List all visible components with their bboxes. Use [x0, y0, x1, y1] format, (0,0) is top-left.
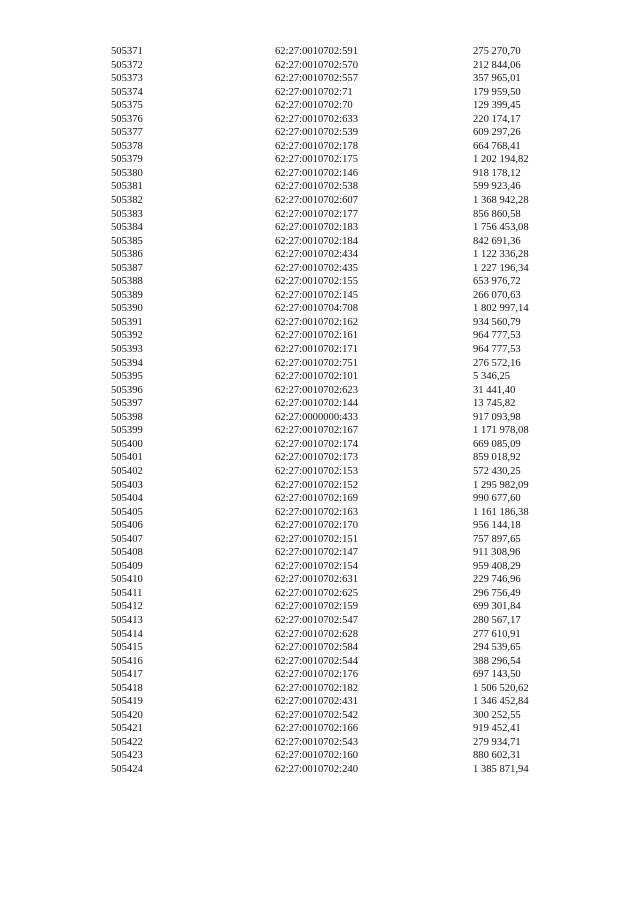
cadastral-value: 990 677,60	[473, 493, 521, 505]
cadastral-number: 62:27:0010702:177	[275, 208, 358, 220]
cadastral-number: 62:27:0010702:631	[275, 574, 358, 586]
row-number: 505392	[111, 330, 143, 342]
table-row	[111, 221, 571, 235]
table-row	[111, 275, 571, 289]
row-number: 505419	[111, 696, 143, 708]
cadastral-value: 266 070,63	[473, 289, 521, 301]
table-row	[111, 248, 571, 262]
row-number: 505406	[111, 520, 143, 532]
cadastral-number: 62:27:0010702:557	[275, 73, 358, 85]
cadastral-number: 62:27:0010702:547	[275, 614, 358, 626]
cadastral-value: 959 408,29	[473, 560, 521, 572]
table-row	[111, 479, 571, 493]
cadastral-value: 1 756 453,08	[473, 222, 529, 234]
row-number: 505409	[111, 560, 143, 572]
table-row	[111, 180, 571, 194]
table-row	[111, 113, 571, 127]
cadastral-number: 62:27:0010702:171	[275, 344, 358, 356]
cadastral-number: 62:27:0010702:170	[275, 520, 358, 532]
row-number: 505399	[111, 425, 143, 437]
table-row	[111, 628, 571, 642]
row-number: 505401	[111, 452, 143, 464]
table-row	[111, 587, 571, 601]
table-row	[111, 397, 571, 411]
table-row	[111, 370, 571, 384]
table-row	[111, 424, 571, 438]
cadastral-value: 1 802 997,14	[473, 303, 529, 315]
cadastral-number: 62:27:0010702:751	[275, 357, 358, 369]
cadastral-number: 62:27:0010702:607	[275, 195, 358, 207]
cadastral-value: 856 860,58	[473, 208, 521, 220]
cadastral-number: 62:27:0010702:539	[275, 127, 358, 139]
cadastral-value: 13 745,82	[473, 398, 516, 410]
cadastral-number: 62:27:0010702:155	[275, 276, 358, 288]
cadastral-number: 62:27:0010702:166	[275, 723, 358, 735]
cadastral-value: 275 270,70	[473, 46, 521, 57]
cadastral-value: 294 539,65	[473, 642, 521, 654]
cadastral-value: 1 171 978,08	[473, 425, 529, 437]
table-row	[111, 641, 571, 655]
table-row	[111, 194, 571, 208]
row-number: 505378	[111, 140, 143, 152]
row-number: 505391	[111, 316, 143, 328]
cadastral-value: 599 923,46	[473, 181, 521, 193]
cadastral-value: 664 768,41	[473, 140, 521, 152]
cadastral-value: 911 308,96	[473, 547, 521, 559]
row-number: 505415	[111, 642, 143, 654]
cadastral-value: 842 691,36	[473, 235, 521, 247]
table-row	[111, 86, 571, 100]
table-row	[111, 492, 571, 506]
table-row	[111, 438, 571, 452]
row-number: 505422	[111, 736, 143, 748]
cadastral-number: 62:27:0010702:538	[275, 181, 358, 193]
cadastral-number: 62:27:0010702:175	[275, 154, 358, 166]
table-row	[111, 45, 571, 59]
cadastral-number: 62:27:0010702:147	[275, 547, 358, 559]
cadastral-number: 62:27:0010702:543	[275, 736, 358, 748]
cadastral-number: 62:27:0010702:628	[275, 628, 358, 640]
cadastral-value: 572 430,25	[473, 465, 521, 477]
cadastral-number: 62:27:0010702:101	[275, 371, 358, 383]
cadastral-value: 1 368 942,28	[473, 195, 529, 207]
cadastral-number: 62:27:0010702:152	[275, 479, 358, 491]
cadastral-value: 934 560,79	[473, 316, 521, 328]
cadastral-value: 1 202 194,82	[473, 154, 529, 166]
row-number: 505393	[111, 344, 143, 356]
cadastral-value: 697 143,50	[473, 669, 521, 681]
row-number: 505375	[111, 100, 143, 112]
table-row	[111, 140, 571, 154]
cadastral-number: 62:27:0010702:154	[275, 560, 358, 572]
cadastral-value: 129 399,45	[473, 100, 521, 112]
row-number: 505421	[111, 723, 143, 735]
table-row	[111, 289, 571, 303]
row-number: 505396	[111, 384, 143, 396]
cadastral-value: 757 897,65	[473, 533, 521, 545]
cadastral-value: 1 295 982,09	[473, 479, 529, 491]
cadastral-value: 609 297,26	[473, 127, 521, 139]
cadastral-value: 964 777,53	[473, 330, 521, 342]
table-row	[111, 506, 571, 520]
cadastral-number: 62:27:0010702:145	[275, 289, 358, 301]
table-row	[111, 343, 571, 357]
cadastral-number: 62:27:0010702:159	[275, 601, 358, 613]
table-row	[111, 655, 571, 669]
row-number: 505417	[111, 669, 143, 681]
table-row	[111, 614, 571, 628]
row-number: 505394	[111, 357, 143, 369]
cadastral-number: 62:27:0010702:160	[275, 750, 358, 762]
table-row	[111, 465, 571, 479]
table-row	[111, 59, 571, 73]
cadastral-number: 62:27:0010702:434	[275, 249, 358, 261]
cadastral-number: 62:27:0010702:542	[275, 709, 358, 721]
table-row	[111, 533, 571, 547]
cadastral-value: 212 844,06	[473, 59, 521, 71]
row-number: 505414	[111, 628, 143, 640]
row-number: 505384	[111, 222, 143, 234]
cadastral-value: 919 452,41	[473, 723, 521, 735]
cadastral-number: 62:27:0010702:144	[275, 398, 358, 410]
row-number: 505402	[111, 465, 143, 477]
table-row	[111, 546, 571, 560]
row-number: 505413	[111, 614, 143, 626]
cadastral-number: 62:27:0010702:70	[275, 100, 353, 112]
cadastral-number: 62:27:0010702:570	[275, 59, 358, 71]
cadastral-number: 62:27:0010702:178	[275, 140, 358, 152]
table-row	[111, 262, 571, 276]
table-row	[111, 668, 571, 682]
row-number: 505416	[111, 655, 143, 667]
row-number: 505376	[111, 113, 143, 125]
cadastral-number: 62:27:0010702:163	[275, 506, 358, 518]
cadastral-number: 62:27:0010702:544	[275, 655, 358, 667]
row-number: 505418	[111, 682, 143, 694]
row-number: 505390	[111, 303, 143, 315]
cadastral-number: 62:27:0010702:153	[275, 465, 358, 477]
cadastral-value: 5 346,25	[473, 371, 511, 383]
cadastral-value: 1 122 336,28	[473, 249, 529, 261]
table-row	[111, 153, 571, 167]
cadastral-value: 699 301,84	[473, 601, 521, 613]
cadastral-number: 62:27:0010702:184	[275, 235, 358, 247]
row-number: 505408	[111, 547, 143, 559]
row-number: 505424	[111, 763, 143, 775]
row-number: 505407	[111, 533, 143, 545]
row-number: 505410	[111, 574, 143, 586]
table-row	[111, 695, 571, 709]
cadastral-number: 62:27:0010702:169	[275, 493, 358, 505]
cadastral-value: 277 610,91	[473, 628, 521, 640]
row-number: 505388	[111, 276, 143, 288]
table-row	[111, 126, 571, 140]
row-number: 505383	[111, 208, 143, 220]
cadastral-value: 964 777,53	[473, 344, 521, 356]
cadastral-number: 62:27:0010702:591	[275, 46, 358, 57]
table-row	[111, 72, 571, 86]
table-row	[111, 316, 571, 330]
cadastral-value: 388 296,54	[473, 655, 521, 667]
table-row	[111, 573, 571, 587]
table-row	[111, 709, 571, 723]
table-row	[111, 384, 571, 398]
cadastral-number: 62:27:0010702:623	[275, 384, 358, 396]
row-number: 505372	[111, 59, 143, 71]
cadastral-number: 62:27:0010702:173	[275, 452, 358, 464]
row-number: 505398	[111, 411, 143, 423]
cadastral-value: 918 178,12	[473, 167, 521, 179]
cadastral-number: 62:27:0010702:240	[275, 763, 358, 775]
table-row	[111, 749, 571, 763]
table-row	[111, 411, 571, 425]
row-number: 505377	[111, 127, 143, 139]
cadastral-value: 357 965,01	[473, 73, 521, 85]
cadastral-value: 956 144,18	[473, 520, 521, 532]
row-number: 505412	[111, 601, 143, 613]
cadastral-value: 1 161 186,38	[473, 506, 529, 518]
row-number: 505381	[111, 181, 143, 193]
row-number: 505411	[111, 587, 143, 599]
row-number: 505387	[111, 262, 143, 274]
table-row	[111, 357, 571, 371]
cadastral-number: 62:27:0010702:151	[275, 533, 358, 545]
cadastral-number: 62:27:0010704:708	[275, 303, 358, 315]
cadastral-number: 62:27:0010702:174	[275, 438, 358, 450]
cadastral-value: 300 252,55	[473, 709, 521, 721]
table-row	[111, 167, 571, 181]
cadastral-number: 62:27:0010702:162	[275, 316, 358, 328]
cadastral-number: 62:27:0010702:633	[275, 113, 358, 125]
table-row	[111, 235, 571, 249]
row-number: 505380	[111, 167, 143, 179]
table-row	[111, 519, 571, 533]
cadastral-value: 220 174,17	[473, 113, 521, 125]
row-number: 505379	[111, 154, 143, 166]
cadastral-number: 62:27:0000000:433	[275, 411, 358, 423]
row-number: 505385	[111, 235, 143, 247]
cadastral-number: 62:27:0010702:182	[275, 682, 358, 694]
data-table	[111, 45, 571, 777]
table-row	[111, 451, 571, 465]
cadastral-number: 62:27:0010702:431	[275, 696, 358, 708]
table-row	[111, 736, 571, 750]
table-row	[111, 763, 571, 777]
row-number: 505403	[111, 479, 143, 491]
table-row	[111, 600, 571, 614]
cadastral-value: 31 441,40	[473, 384, 516, 396]
cadastral-value: 296 756,49	[473, 587, 521, 599]
row-number: 505382	[111, 195, 143, 207]
cadastral-value: 179 959,50	[473, 86, 521, 98]
cadastral-value: 276 572,16	[473, 357, 521, 369]
table-row	[111, 722, 571, 736]
row-number: 505404	[111, 493, 143, 505]
table-row	[111, 560, 571, 574]
cadastral-value: 669 085,09	[473, 438, 521, 450]
row-number: 505397	[111, 398, 143, 410]
cadastral-number: 62:27:0010702:435	[275, 262, 358, 274]
cadastral-value: 1 506 520,62	[473, 682, 529, 694]
row-number: 505423	[111, 750, 143, 762]
cadastral-number: 62:27:0010702:161	[275, 330, 358, 342]
row-number: 505400	[111, 438, 143, 450]
row-number: 505386	[111, 249, 143, 261]
cadastral-number: 62:27:0010702:176	[275, 669, 358, 681]
cadastral-value: 1 385 871,94	[473, 763, 529, 775]
table-row	[111, 302, 571, 316]
row-number: 505373	[111, 73, 143, 85]
table-row	[111, 329, 571, 343]
cadastral-value: 859 018,92	[473, 452, 521, 464]
table-row	[111, 682, 571, 696]
cadastral-number: 62:27:0010702:625	[275, 587, 358, 599]
row-number: 505405	[111, 506, 143, 518]
cadastral-value: 1 227 196,34	[473, 262, 529, 274]
cadastral-number: 62:27:0010702:183	[275, 222, 358, 234]
cadastral-number: 62:27:0010702:167	[275, 425, 358, 437]
cadastral-number: 62:27:0010702:71	[275, 86, 353, 98]
cadastral-value: 1 346 452,84	[473, 696, 529, 708]
row-number: 505389	[111, 289, 143, 301]
cadastral-value: 280 567,17	[473, 614, 521, 626]
cadastral-value: 917 093,98	[473, 411, 521, 423]
cadastral-number: 62:27:0010702:584	[275, 642, 358, 654]
row-number: 505374	[111, 86, 143, 98]
table-row	[111, 99, 571, 113]
row-number: 505395	[111, 371, 143, 383]
row-number: 505420	[111, 709, 143, 721]
cadastral-value: 880 602,31	[473, 750, 521, 762]
table-row	[111, 208, 571, 222]
cadastral-value: 229 746,96	[473, 574, 521, 586]
cadastral-value: 653 976,72	[473, 276, 521, 288]
cadastral-value: 279 934,71	[473, 736, 521, 748]
row-number: 505371	[111, 46, 143, 57]
cadastral-number: 62:27:0010702:146	[275, 167, 358, 179]
